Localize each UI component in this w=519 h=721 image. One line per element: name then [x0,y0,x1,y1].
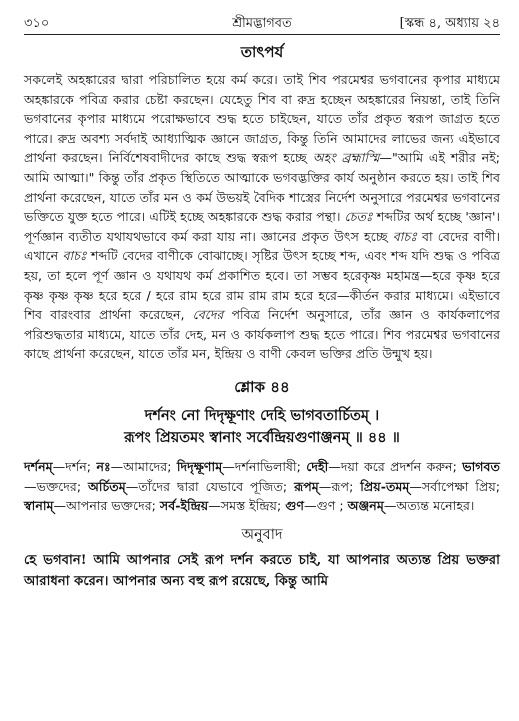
purport-text-4: বা বেদের বাণী। এখানে [24,228,501,264]
purport-text-2: —"আমি এই শরীর নই; আমি আত্মা।" কিন্তু তাঁর প্রকৃত স্থিতিতে আত্মাকে ভগবদ্ভক্তির কার্য অনুষ্ঠান করতে হয়। তাই শিব প্রার্থনা করেছেন, যাতে তাঁর মন ও কর্ম উভয়ই বৈদিক শাস্ত্রের নির্দেশ অনুসারে পরমেশ্বর ভগবানের ভক্তিতে যুক্ত হতে পারে। এটিই হচ্ছে অহঙ্কারকে শুদ্ধ করার পন্থা। [24,150,500,225]
verse-heading: শ্লোক ৪৪ [234,377,290,396]
synonym-meaning: —ভক্তদের; [24,478,88,494]
synonyms-paragraph [24,457,500,516]
translation-text: হে ভগবান! আমি আপনার সেই রূপ দর্শন করতে চাই, যা আপনার অত্যন্ত প্রিয় ভক্তরা আরাধনা করেন। আপনার অন্য বহু রূপ রয়েছে, কিন্তু আমি [24,552,500,589]
verse-line-1: দর্শনং নো দিদৃক্ষূণাং দেহি ভাগবতার্চিতম্ । [144,406,380,424]
synonym-word: সর্ব-ইন্দ্রিয় [159,498,209,514]
synonym-word: প্রিয়-তমম্ [360,478,410,494]
synonym-meaning: —রূপ; [318,478,361,494]
book-title: শ্রীমদ্ভাগবত [232,16,292,31]
document-page [24,10,500,592]
synonym-meaning: —আমাদের; [110,458,177,474]
synonym-word: দেহী [306,458,329,474]
synonym-word: অর্চিতম্ [88,478,126,494]
purport-emphasis-3: বাচঃ [392,228,417,244]
synonym-meaning: —দয়া করে প্রদর্শন করুন; [328,458,463,474]
purport-text-5: শব্দটি বেদের বাণীকে বোঝাচ্ছে। সৃষ্টির উৎস হচ্ছে শব্দ, এবং শব্দ যদি শুদ্ধ ও পবিত্র হয়, তা হলে পূর্ণ জ্ঞান ও যথাযথ কর্ম প্রকাশিত হবে। তা সম্ভব হরেকৃষ্ণ মহামন্ত্র—হরে কৃষ্ণ হরে কৃষ্ণ কৃষ্ণ কৃষ্ণ হরে হরে / হরে রাম হরে রাম রাম রাম হরে হরে—কীর্তন করার মাধ্যমে। এইভাবে শিব বারংবার প্রার্থনা করেছেন, [24,248,500,323]
synonym-meaning: —সমস্ত ইন্দ্রিয়; [208,498,286,514]
synonym-meaning: —সর্বাপেক্ষা প্রিয়; [409,478,501,494]
purport-title: তাৎপর্য [240,43,284,61]
synonym-meaning: —তাঁদের দ্বারা যেভাবে পূজিত; [125,478,295,494]
synonym-meaning: —দর্শন; [52,458,97,474]
synonym-word: রূপম্ [294,478,319,494]
purport-emphasis-4: বাচঃ [62,248,87,264]
verse-line-2: রূপং প্রিয়তমং স্বানাং সর্বেন্দ্রিয়গুণাঞ্জনম্ ॥ ৪৪ ॥ [124,428,400,446]
synonym-word: দিদৃক্ষূণাম্ [176,458,223,474]
purport-emphasis-5: বেদের [192,307,224,323]
synonym-word: দর্শনম্ [24,458,53,474]
synonym-meaning: —দর্শনাভিলাষী; [222,458,307,474]
synonym-meaning: —আপনার ভক্তদের; [53,498,160,514]
purport-emphasis-1: অহং ব্রহ্মাস্মি [312,150,380,166]
synonym-word: স্বানাম্ [24,498,54,514]
purport-text-1: সকলেই অহঙ্কারের দ্বারা পরিচালিত হয়ে কর্ম করে। তাই শিব পরমেশ্বর ভগবানের কৃপার মাধ্যমে অহঙ্কারকে পবিত্র করার চেষ্টা করছেন। যেহেতু শিব বা রুদ্র হচ্ছেন অহঙ্কারের নিয়ন্তা, তাই তিনি ভগবানের কৃপার মাধ্যমে পরোক্ষভাবে শুদ্ধ হতে চাইছেন, যাতে তাঁর প্রকৃত স্বরূপ জাগ্রত হতে পারে। রুদ্র অবশ্য সর্বদাই আধ্যাত্মিক জ্ঞানে জাগ্রত, কিন্তু তিনি আমাদের লাভের জন্য এইভাবে প্রার্থনা করছেন। নির্বিশেষবাদীদের কাছে শুদ্ধ স্বরূপ হচ্ছে [24,72,500,166]
synonym-word: নঃ [96,458,111,474]
purport-paragraph [24,70,500,364]
purport-emphasis-2: চেতঃ [344,209,373,225]
synonym-word: অঞ্জনম্ [347,498,384,514]
synonym-meaning: —অত্যন্ত মনোহর। [383,498,475,514]
page-number: ৩১০ [24,16,50,31]
synonym-word: ভাগবত [462,458,500,474]
purport-text-6: পবিত্র নির্দেশ অনুসারে, তাঁর জ্ঞান ও কার্যকলাপের পরিশুদ্ধতার মাধ্যমে, যাতে তাঁর দেহ, মন ও কার্যকলাপ শুদ্ধ হতে পারে। শিব পরমেশ্বর ভগবানের কাছে প্রার্থনা করেছেন, যাতে তাঁর মন, ইন্দ্রিয় ও বাণী কেবল ভক্তির প্রতি উন্মুখ হয়। [24,307,500,362]
running-header [24,10,500,34]
translation-heading: অনুবাদ [241,526,283,543]
chapter-reference: [স্কন্ধ ৪, অধ্যায় ২৪ [399,16,500,31]
synonym-word: গুণ [285,498,304,514]
purport-text-3: শব্দটির অর্থ হচ্ছে 'জ্ঞান'। পূর্ণজ্ঞান ব্যতীত যথাযথভাবে কর্ম করা যায় না। জ্ঞানের প্রকৃত উৎস হচ্ছে [24,209,500,244]
synonym-meaning: —গুণ ; [304,498,348,514]
